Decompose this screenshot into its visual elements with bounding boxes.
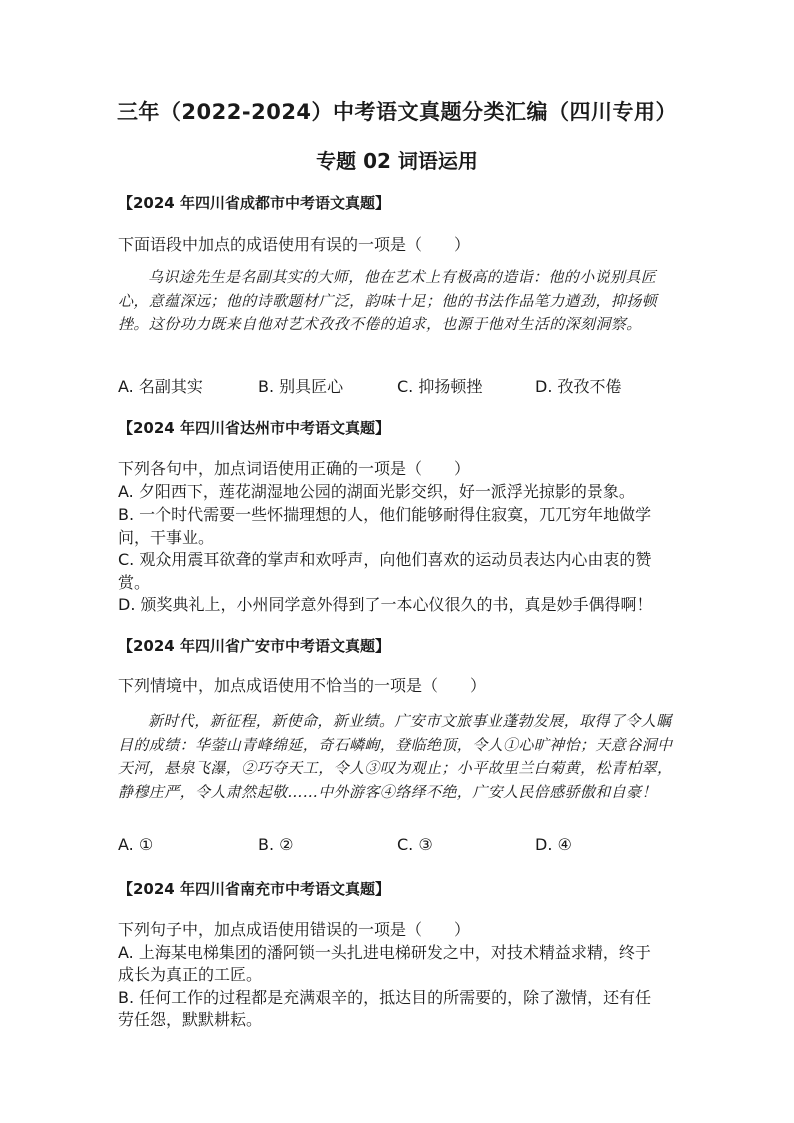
- option-a-line1: A. 上海某电梯集团的潘阿锁一头扎进电梯研发之中，对技术精益求精，终于: [118, 943, 651, 962]
- option-b-line1: B. 一个时代需要一些怀揣理想的人，他们能够耐得住寂寞，兀兀穷年地做学: [118, 505, 652, 524]
- document-subtitle: 专题 02 词语运用: [316, 149, 478, 173]
- question-text: 下面语段中加点的成语使用有误的一项是（ ）: [118, 235, 471, 254]
- option-c: C. ③: [397, 835, 433, 854]
- option-a: A. 夕阳西下，莲花湖湿地公园的湖面光影交织，好一派浮光掠影的景象。: [118, 482, 635, 501]
- option-d: D. 孜孜不倦: [535, 377, 622, 396]
- option-a: A. 名副其实: [118, 377, 203, 396]
- option-d: D. 颁奖典礼上，小州同学意外得到了一本心仪很久的书，真是妙手偶得啊！: [118, 595, 653, 614]
- document-title: 三年（2022-2024）中考语文真题分类汇编（四川专用）: [116, 100, 678, 124]
- option-c: C. 抑扬顿挫: [397, 377, 483, 396]
- question-text: 下列句子中，加点成语使用错误的一项是（ ）: [118, 920, 471, 939]
- reading-passage: 新时代，新征程，新使命，新业绩。广安市文旅事业蓬勃发展，取得了令人瞩目的成绩：华蓥山青峰绵延，奇石嶙峋，登临绝顶，令人①心旷神怡；天意谷洞中天河，悬泉飞瀑，②巧夺天工，令人③叹为观止；小平故里兰白菊黄，松青柏翠，静穆庄严，令人肃然起敬……中外游客④络绎不绝，广安人民倍感骄傲和自豪！: [118, 712, 673, 801]
- option-a-line2: 成长为真正的工匠。: [118, 965, 263, 984]
- question-text: 下列各句中，加点词语使用正确的一项是（ ）: [118, 459, 471, 478]
- option-c-line1: C. 观众用震耳欲聋的掌声和欢呼声，向他们喜欢的运动员表达内心由衷的赞: [118, 550, 652, 569]
- option-b-line2: 问，干事业。: [118, 528, 215, 547]
- option-b: B. 别具匠心: [258, 377, 344, 396]
- option-b-line1: B. 任何工作的过程都是充满艰辛的，抵达目的所需要的，除了激情，还有任: [118, 988, 652, 1007]
- section-heading-guangan: 【2024 年四川省广安市中考语文真题】: [118, 637, 390, 655]
- option-b: B. ②: [258, 835, 294, 854]
- option-d: D. ④: [535, 835, 572, 854]
- section-heading-chengdu: 【2024 年四川省成都市中考语文真题】: [118, 194, 390, 212]
- reading-passage: 乌识途先生是名副其实的大师，他在艺术上有极高的造诣：他的小说别具匠心，意蕴深远；他的诗歌题材广泛，韵味十足；他的书法作品笔力遒劲，抑扬顿挫。这份功力既来自他对艺术孜孜不倦的追求，也源于他对生活的深刻洞察。: [118, 268, 658, 333]
- option-c-line2: 赏。: [118, 573, 151, 592]
- section-heading-dazhou: 【2024 年四川省达州市中考语文真题】: [118, 419, 390, 437]
- question-text: 下列情境中，加点成语使用不恰当的一项是（ ）: [118, 676, 487, 695]
- section-heading-nanchong: 【2024 年四川省南充市中考语文真题】: [118, 880, 390, 898]
- option-b-line2: 劳任怨，默默耕耘。: [118, 1010, 263, 1029]
- option-a: A. ①: [118, 835, 154, 854]
